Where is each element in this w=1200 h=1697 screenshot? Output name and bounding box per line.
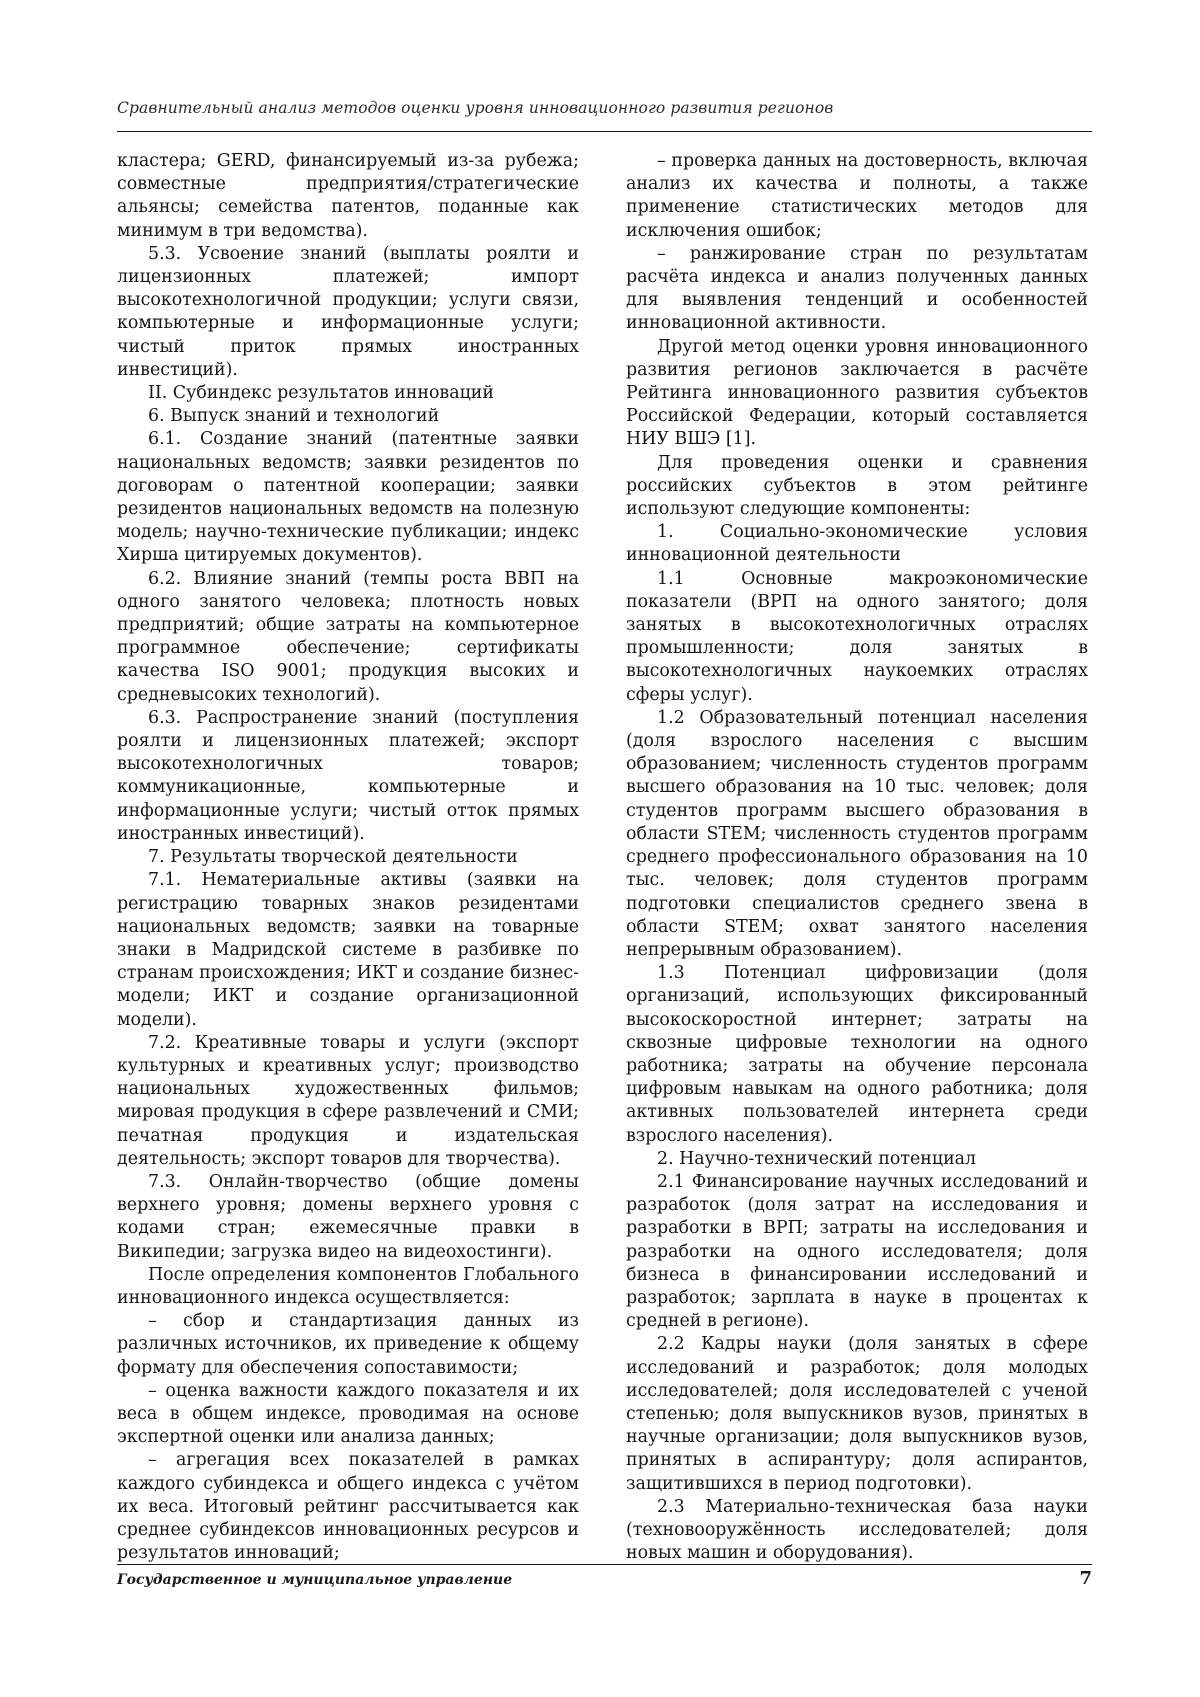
- page-number: 7: [1079, 1568, 1092, 1589]
- paragraph: II. Субиндекс результатов инноваций: [148, 383, 494, 404]
- paragraph: 2. Научно-технический потенциал: [657, 1148, 977, 1169]
- paragraph: 1.1 Основные макроэкономические показатели (ВРП на одного занятого; доля занятых в высокотехнологичных отраслях промышленности; доля занятых в высокотехнологичных наукоемких отраслях сферы услуг).: [626, 568, 1088, 705]
- paragraph: 2.1 Финансирование научных исследований и разработок (доля затрат на исследования и разработки в ВРП; затраты на исследования и разработки на одного исследователя; доля бизнеса в финансировании исследований и разработок; зарплата в науке в процентах к средней в регионе).: [626, 1171, 1088, 1332]
- paragraph: – ранжирование стран по результатам расчёта индекса и анализ полученных данных для выявления тенденций и особенностей инновационной активности.: [626, 243, 1088, 334]
- paragraph: 5.3. Усвоение знаний (выплаты роялти и лицензионных платежей; импорт высокотехнологичной продукции; услуги связи, компьютерные и информационные услуги; чистый приток прямых иностранных инвестиций).: [117, 243, 579, 380]
- paragraph: 1. Социально-экономические условия инновационной деятельности: [626, 522, 1088, 566]
- paragraph: 6.2. Влияние знаний (темпы роста ВВП на одного занятого человека; плотность новых предприятий; общие затраты на компьютерное программное обеспечение; сертификаты качества ISO 9001; продукция высоких и средневысоких технологий).: [117, 568, 579, 705]
- paragraph: – проверка данных на достоверность, включая анализ их качества и полноты, а также применение статистических методов для исключения ошибок;: [626, 151, 1088, 241]
- paragraph: 1.2 Образовательный потенциал населения (доля взрослого населения с высшим образованием; численность студентов программ высшего образования на 10 тыс. человек; доля студентов программ высшего образования в области STEM; численность студентов программ среднего профессионального образования на 10 тыс. человек; доля студентов программ подготовки специалистов среднего звена в области STEM; охват занятого населения непрерывным образованием).: [626, 707, 1088, 960]
- paragraph: 7.1. Нематериальные активы (заявки на регистрацию товарных знаков резидентами национальных ведомств; заявки на товарные знаки в Мадридской системе в разбивке по странам происхождения; ИКТ и создание бизнес-модели; ИКТ и создание организационной модели).: [117, 870, 579, 1030]
- right-column: [626, 150, 1088, 1565]
- paragraph: 2.2 Кадры науки (доля занятых в сфере исследований и разработок; доля молодых исследователей; доля исследователей с ученой степенью; доля выпускников вузов, принятых в научные организации; доля выпускников вузов, принятых в аспирантуру; доля аспирантов, защитившихся в период подготовки).: [626, 1334, 1088, 1494]
- running-header: Сравнительный анализ методов оценки уровня инновационного развития регионов: [117, 99, 834, 117]
- paragraph: – агрегация всех показателей в рамках каждого субиндекса и общего индекса с учётом их веса. Итоговый рейтинг рассчитывается как среднее субиндексов инновационных ресурсов и результатов инноваций;: [117, 1450, 579, 1564]
- paragraph: кластера; GERD, финансируемый из-за рубежа; совместные предприятия/стратегические альянсы; семейства патентов, поданные как минимум в три ведомства).: [117, 151, 579, 241]
- paragraph: – оценка важности каждого показателя и их веса в общем индексе, проводимая на основе экспертной оценки или анализа данных;: [117, 1380, 579, 1448]
- paragraph: 2.3 Материально-техническая база науки (техновооружённость исследователей; доля новых машин и оборудования).: [626, 1496, 1088, 1564]
- footer-divider: [117, 1564, 1092, 1565]
- paragraph: Другой метод оценки уровня инновационного развития регионов заключается в расчёте Рейтинга инновационного развития субъектов Российской Федерации, который составляется НИУ ВШЭ [1].: [626, 336, 1088, 450]
- paragraph: 6.1. Создание знаний (патентные заявки национальных ведомств; заявки резидентов по договорам о патентной кооперации; заявки резидентов национальных ведомств на полезную модель; научно-технические публикации; индекс Хирша цитируемых документов).: [117, 429, 579, 566]
- paragraph: 1.3 Потенциал цифровизации (доля организаций, использующих фиксированный высокоскоростной интернет; затраты на сквозные цифровые технологии на одного работника; затраты на обучение персонала цифровым навыкам на одного работника; доля активных пользователей интернета среди взрослого населения).: [626, 963, 1088, 1146]
- paragraph: После определения компонентов Глобального инновационного индекса осуществляется:: [117, 1264, 579, 1308]
- footer-journal-title: Государственное и муниципальное управление: [117, 1572, 513, 1588]
- left-column: [117, 150, 579, 1565]
- paragraph: 7. Результаты творческой деятельности: [148, 847, 518, 868]
- paragraph: 7.2. Креативные товары и услуги (экспорт культурных и креативных услуг; производство национальных художественных фильмов; мировая продукция в сфере развлечений и СМИ; печатная продукция и издательская деятельность; экспорт товаров для творчества).: [117, 1032, 579, 1169]
- paragraph: 6. Выпуск знаний и технологий: [148, 406, 440, 427]
- header-divider: [117, 131, 1092, 132]
- paragraph: – сбор и стандартизация данных из различных источников, их приведение к общему формату для обеспечения сопоставимости;: [117, 1311, 579, 1378]
- paragraph: 6.3. Распространение знаний (поступления роялти и лицензионных платежей; экспорт высокотехнологичных товаров; коммуникационные, компьютерные и информационные услуги; чистый отток прямых иностранных инвестиций).: [117, 707, 579, 844]
- paragraph: 7.3. Онлайн-творчество (общие домены верхнего уровня; домены верхнего уровня с кодами стран; ежемесячные правки в Википедии; загрузка видео на видеохостинги).: [117, 1171, 579, 1262]
- paragraph: Для проведения оценки и сравнения российских субъектов в этом рейтинге используют следующие компоненты:: [626, 452, 1088, 520]
